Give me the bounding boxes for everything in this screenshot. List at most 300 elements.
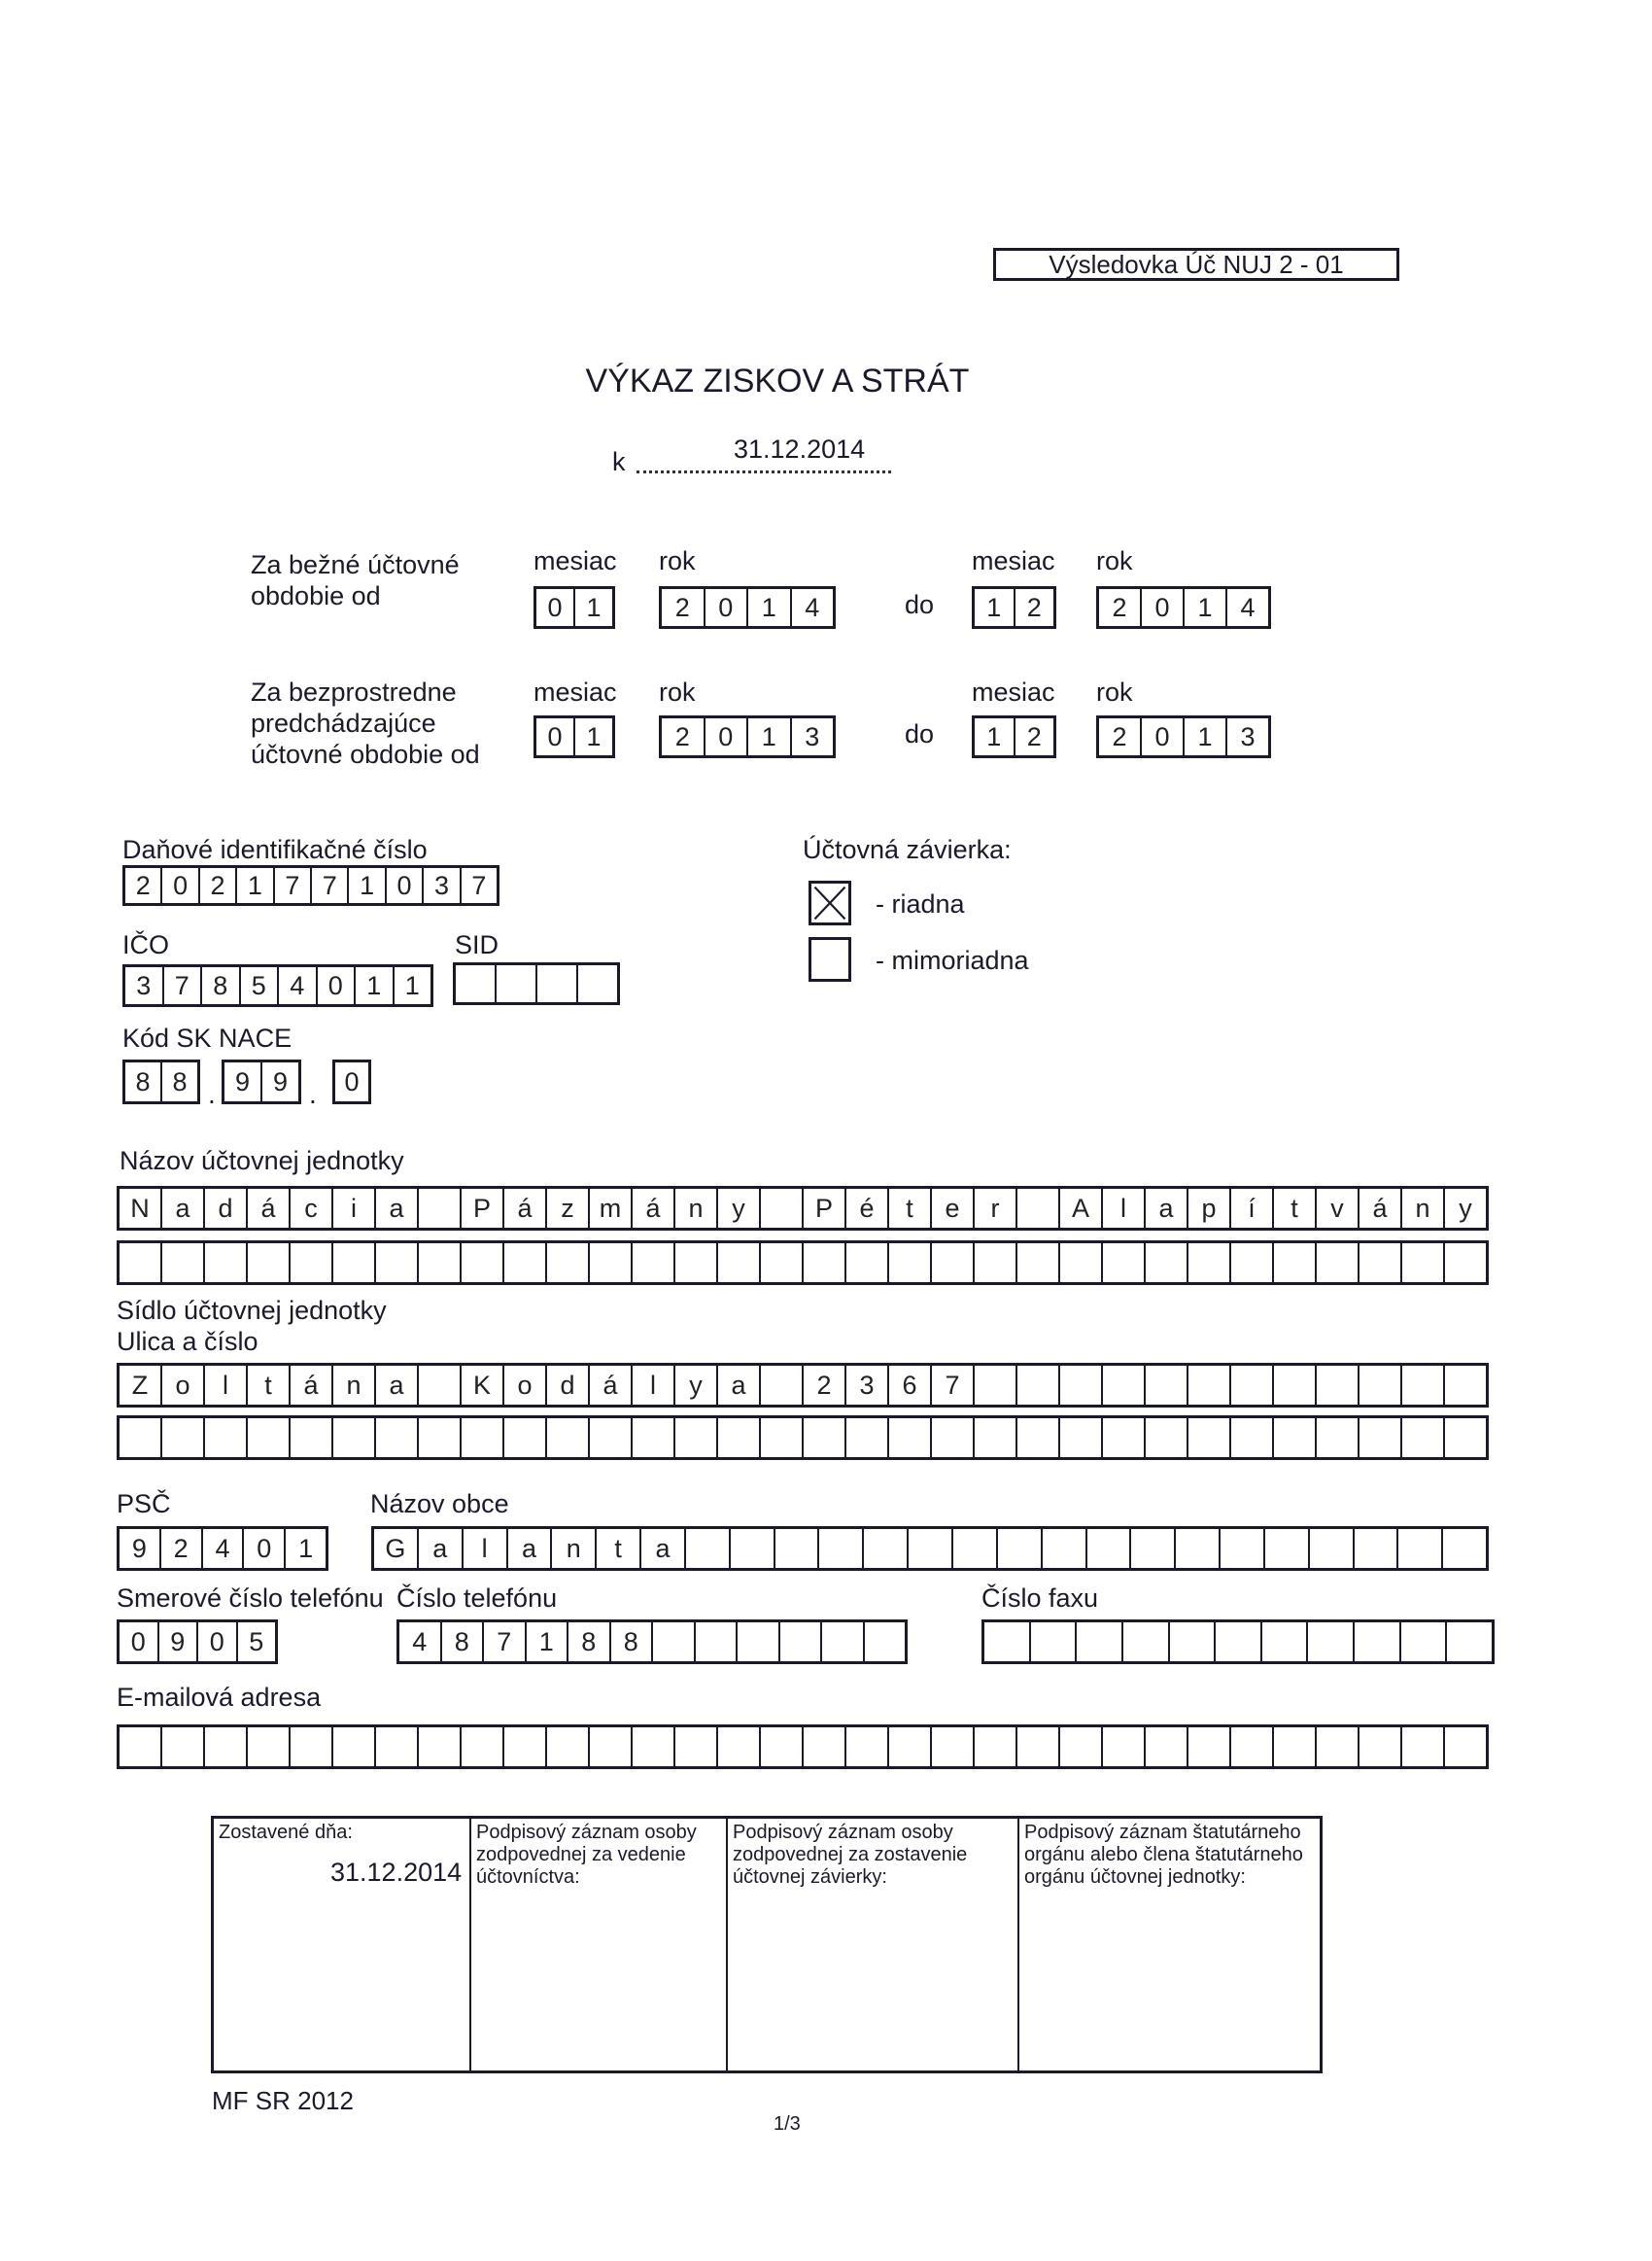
char-cell (331, 1243, 374, 1282)
char-cell (1229, 1418, 1272, 1457)
char-cell: N (130, 1193, 150, 1223)
char-cell (1015, 1243, 1058, 1282)
sid-label: SID (455, 930, 499, 959)
char-cell: 0 (130, 1626, 146, 1656)
char-cell: 9 (234, 1066, 251, 1096)
char-cell: 1 (235, 868, 272, 903)
char-cell: n (673, 1189, 716, 1228)
char-cell (1101, 1418, 1144, 1457)
char-cell: t (1272, 1189, 1315, 1228)
extraordinary-label: - mimoriadna (876, 946, 1029, 975)
current-from-month-label: mesiac (533, 546, 617, 575)
char-cell (844, 1243, 887, 1282)
char-cell: 8 (160, 1062, 197, 1101)
char-cell (1015, 1418, 1058, 1457)
checked-cross-icon (811, 884, 848, 922)
char-cell: y (1443, 1189, 1486, 1228)
char-cell (1272, 1366, 1315, 1405)
char-cell: 3 (1225, 718, 1268, 755)
char-cell (576, 965, 617, 1002)
char-cell (1445, 1622, 1492, 1661)
accounting-signature-label: Podpisový záznam osoby zodpovednej za vedenie účtovníctva: (476, 1822, 697, 1888)
char-cell: á (289, 1366, 331, 1405)
char-cell: y (716, 1189, 759, 1228)
char-cell (1015, 1189, 1058, 1228)
entity-name-label: Názov účtovnej jednotky (120, 1146, 404, 1175)
char-cell (545, 1243, 588, 1282)
char-cell (1396, 1529, 1441, 1568)
char-cell (973, 1727, 1015, 1766)
page-number: 1/3 (774, 2113, 801, 2135)
char-cell (417, 1727, 460, 1766)
char-cell (1029, 1622, 1076, 1661)
regular-label: - riadna (876, 889, 965, 919)
char-cell: 2 (802, 1366, 844, 1405)
char-cell (160, 1243, 203, 1282)
entity-name-row1[interactable] (117, 1186, 1489, 1231)
char-cell (203, 1727, 246, 1766)
char-cell (588, 1727, 631, 1766)
char-cell (1058, 1418, 1101, 1457)
char-cell (1121, 1622, 1168, 1661)
char-cell: 4 (790, 589, 834, 626)
char-cell: 7 (162, 967, 201, 1004)
char-cell: P (802, 1189, 844, 1228)
char-cell (1015, 1727, 1058, 1766)
char-cell (759, 1189, 802, 1228)
char-cell: d (203, 1189, 246, 1228)
char-cell (502, 1243, 545, 1282)
preparer-signature-cell[interactable] (726, 1819, 1017, 2070)
char-cell (1187, 1727, 1229, 1766)
as-of-label: k (612, 447, 626, 476)
char-cell: G (385, 1533, 406, 1563)
char-cell (631, 1418, 673, 1457)
previous-to-month-label: mesiac (972, 678, 1055, 707)
char-cell: P (460, 1189, 502, 1228)
char-cell: 1 (525, 1622, 568, 1661)
nace-part1-field[interactable] (122, 1060, 200, 1104)
char-cell (820, 1622, 863, 1661)
char-cell (907, 1529, 951, 1568)
current-to-label: do (905, 590, 935, 619)
char-cell: K (460, 1366, 502, 1405)
sid-field[interactable] (453, 962, 620, 1005)
char-cell: 1 (573, 589, 612, 626)
char-cell: c (289, 1189, 331, 1228)
char-cell: 2 (198, 868, 235, 903)
dic-label: Daňové identifikačné číslo (122, 835, 428, 864)
as-of-date: 31.12.2014 (734, 435, 866, 464)
char-cell: 2 (1014, 718, 1054, 755)
psc-field[interactable] (117, 1526, 328, 1571)
char-cell (1219, 1529, 1263, 1568)
previous-to-label: do (905, 719, 935, 748)
previous-from-month-label: mesiac (533, 678, 617, 707)
char-cell: l (462, 1529, 506, 1568)
email-field[interactable] (117, 1724, 1489, 1769)
nace-part3-field[interactable] (332, 1060, 371, 1104)
char-cell (417, 1366, 460, 1405)
char-cell: e (930, 1189, 973, 1228)
char-cell (1058, 1366, 1101, 1405)
char-cell (1129, 1529, 1174, 1568)
char-cell: v (1315, 1189, 1358, 1228)
char-cell (844, 1418, 887, 1457)
email-label: E-mailová adresa (117, 1683, 322, 1712)
char-cell: p (1187, 1189, 1229, 1228)
char-cell: 0 (344, 1066, 360, 1096)
char-cell: 1 (347, 868, 384, 903)
form-version: MF SR 2012 (212, 2086, 354, 2115)
char-cell (1315, 1243, 1358, 1282)
char-cell (759, 1243, 802, 1282)
char-cell (1015, 1366, 1058, 1405)
street-row2[interactable] (117, 1415, 1489, 1460)
char-cell (1358, 1366, 1400, 1405)
char-cell (802, 1243, 844, 1282)
char-cell (460, 1727, 502, 1766)
char-cell: 7 (460, 868, 497, 903)
char-cell (1358, 1418, 1400, 1457)
compiled-cell[interactable] (214, 1819, 469, 2070)
char-cell: 7 (310, 868, 347, 903)
char-cell (1358, 1243, 1400, 1282)
char-cell (374, 1727, 417, 1766)
current-from-month-field[interactable] (533, 586, 615, 629)
char-cell (374, 1418, 417, 1457)
char-cell: 0 (160, 868, 197, 903)
char-cell (460, 1243, 502, 1282)
char-cell (588, 1243, 631, 1282)
char-cell (778, 1622, 821, 1661)
char-cell (844, 1727, 887, 1766)
statutory-signature-label: Podpisový záznam štatutárneho orgánu alebo člena štatutárneho orgánu účtovnej jednotky: (1024, 1822, 1303, 1888)
psc-label: PSČ (117, 1489, 171, 1518)
char-cell: 2 (1112, 592, 1127, 622)
char-cell (289, 1727, 331, 1766)
char-cell: a (160, 1189, 203, 1228)
char-cell (1315, 1418, 1358, 1457)
char-cell (930, 1418, 973, 1457)
char-cell: 9 (131, 1533, 147, 1563)
char-cell: 2 (159, 1529, 201, 1568)
char-cell (1075, 1622, 1121, 1661)
char-cell: z (545, 1189, 588, 1228)
char-cell (1085, 1529, 1130, 1568)
char-cell: a (506, 1529, 551, 1568)
char-cell (887, 1727, 930, 1766)
dic-field[interactable] (122, 865, 499, 906)
char-cell: a (716, 1366, 759, 1405)
char-cell: 1 (1183, 718, 1225, 755)
char-cell: r (973, 1189, 1015, 1228)
char-cell (1229, 1366, 1272, 1405)
char-cell: 3 (790, 718, 834, 755)
char-cell: 1 (1183, 589, 1225, 626)
city-field[interactable] (371, 1526, 1489, 1571)
char-cell (460, 1418, 502, 1457)
char-cell (651, 1622, 694, 1661)
char-cell (1187, 1418, 1229, 1457)
char-cell (502, 1418, 545, 1457)
entity-name-row2[interactable] (117, 1240, 1489, 1285)
char-cell (1174, 1529, 1219, 1568)
char-cell: 0 (704, 589, 747, 626)
char-cell (1306, 1622, 1353, 1661)
compiled-date: 31.12.2014 (330, 1858, 463, 1887)
char-cell (673, 1418, 716, 1457)
char-cell: 2 (674, 592, 690, 622)
char-cell: 4 (412, 1626, 428, 1656)
current-from-year-label: rok (659, 546, 696, 575)
char-cell (862, 1529, 907, 1568)
char-cell (502, 1727, 545, 1766)
char-cell: 8 (135, 1066, 151, 1096)
current-from-year-field[interactable] (659, 586, 836, 629)
char-cell: 0 (547, 721, 563, 751)
char-cell (1260, 1622, 1307, 1661)
char-cell (1443, 1418, 1486, 1457)
char-cell (1308, 1529, 1353, 1568)
char-cell (1353, 1529, 1397, 1568)
char-cell: 0 (242, 1529, 284, 1568)
char-cell: n (550, 1529, 595, 1568)
char-cell (802, 1727, 844, 1766)
char-cell: 8 (200, 967, 239, 1004)
char-cell (1229, 1243, 1272, 1282)
char-cell: 1 (573, 718, 612, 755)
previous-period-label: Za bezprostredne predchádzajúce účtovné obdobie od (251, 678, 480, 769)
previous-to-year-field[interactable] (1096, 715, 1271, 758)
char-cell (1144, 1366, 1187, 1405)
area-code-field[interactable] (117, 1619, 278, 1664)
char-cell (203, 1418, 246, 1457)
char-cell (331, 1418, 374, 1457)
char-cell: d (545, 1366, 588, 1405)
city-label: Názov obce (370, 1489, 509, 1518)
char-cell (1144, 1727, 1187, 1766)
char-cell: o (160, 1366, 203, 1405)
char-cell (374, 1243, 417, 1282)
char-cell (716, 1243, 759, 1282)
ico-field[interactable] (122, 964, 433, 1007)
char-cell (1353, 1622, 1399, 1661)
char-cell (289, 1418, 331, 1457)
char-cell (631, 1727, 673, 1766)
current-to-year-field[interactable] (1096, 586, 1271, 629)
char-cell: 4 (1225, 589, 1268, 626)
char-cell (673, 1727, 716, 1766)
ico-label: IČO (122, 930, 170, 959)
char-cell (729, 1529, 774, 1568)
char-cell (1214, 1622, 1260, 1661)
compiled-label: Zostavené dňa: (219, 1822, 353, 1843)
char-cell (1101, 1366, 1144, 1405)
char-cell: 3 (844, 1366, 887, 1405)
char-cell: i (331, 1189, 374, 1228)
fax-label: Číslo faxu (981, 1583, 1099, 1613)
street-row1[interactable] (117, 1363, 1489, 1408)
char-cell (817, 1529, 862, 1568)
char-cell: é (844, 1189, 887, 1228)
char-cell: á (588, 1366, 631, 1405)
char-cell (417, 1243, 460, 1282)
char-cell (203, 1243, 246, 1282)
char-cell: 2 (1014, 589, 1054, 626)
current-to-year-label: rok (1096, 546, 1133, 575)
char-cell (1263, 1529, 1308, 1568)
char-cell (736, 1622, 778, 1661)
phone-field[interactable] (396, 1619, 908, 1664)
current-period-label: Za bežné účtovné obdobie od (251, 550, 460, 610)
closing-label: Účtovná závierka: (803, 835, 1012, 864)
char-cell: 6 (887, 1366, 930, 1405)
char-cell (1358, 1727, 1400, 1766)
char-cell: 0 (1140, 718, 1183, 755)
char-cell (1101, 1243, 1144, 1282)
char-cell (120, 1727, 160, 1766)
char-cell (716, 1727, 759, 1766)
char-cell: 0 (704, 718, 747, 755)
char-cell: 0 (547, 592, 563, 622)
char-cell: 3 (422, 868, 459, 903)
char-cell (1400, 1727, 1443, 1766)
char-cell (930, 1243, 973, 1282)
char-cell (973, 1243, 1015, 1282)
char-cell (759, 1727, 802, 1766)
previous-from-year-label: rok (659, 678, 696, 707)
char-cell: 8 (609, 1622, 652, 1661)
char-cell (456, 965, 495, 1002)
char-cell (588, 1418, 631, 1457)
char-cell (684, 1529, 729, 1568)
char-cell (996, 1529, 1041, 1568)
char-cell: l (1101, 1189, 1144, 1228)
char-cell (1187, 1243, 1229, 1282)
char-cell (1399, 1622, 1446, 1661)
char-cell: á (1358, 1189, 1400, 1228)
char-cell (759, 1418, 802, 1457)
char-cell: 0 (316, 967, 355, 1004)
char-cell (1441, 1529, 1486, 1568)
char-cell: 2 (135, 870, 151, 900)
char-cell (973, 1366, 1015, 1405)
seat-label: Sídlo účtovnej jednotky Ulica a číslo (117, 1296, 387, 1356)
char-cell (120, 1243, 160, 1282)
char-cell (545, 1727, 588, 1766)
previous-from-month-field[interactable] (533, 715, 615, 758)
char-cell: a (374, 1366, 417, 1405)
char-cell: m (588, 1189, 631, 1228)
char-cell (1041, 1529, 1085, 1568)
char-cell (331, 1727, 374, 1766)
char-cell (495, 965, 535, 1002)
char-cell: 1 (986, 592, 1002, 622)
char-cell (1400, 1243, 1443, 1282)
char-cell: á (502, 1189, 545, 1228)
char-cell: l (203, 1366, 246, 1405)
char-cell: t (887, 1189, 930, 1228)
char-cell (1168, 1622, 1215, 1661)
char-cell: n (331, 1366, 374, 1405)
char-cell: 7 (273, 868, 310, 903)
extraordinary-checkbox[interactable] (809, 937, 851, 982)
area-code-label: Smerové číslo telefónu (117, 1583, 384, 1613)
char-cell (951, 1529, 996, 1568)
char-cell (673, 1243, 716, 1282)
char-cell: 9 (157, 1622, 197, 1661)
char-cell (1101, 1727, 1144, 1766)
char-cell (1400, 1366, 1443, 1405)
char-cell (1058, 1727, 1101, 1766)
char-cell: 3 (136, 970, 152, 1000)
char-cell (545, 1418, 588, 1457)
char-cell: 4 (201, 1529, 243, 1568)
char-cell (1315, 1366, 1358, 1405)
char-cell (887, 1418, 930, 1457)
char-cell: 5 (236, 1622, 276, 1661)
char-cell: 1 (746, 589, 790, 626)
char-cell (246, 1418, 289, 1457)
char-cell (774, 1529, 818, 1568)
char-cell (289, 1243, 331, 1282)
current-to-month-label: mesiac (972, 546, 1055, 575)
char-cell: á (631, 1189, 673, 1228)
char-cell: 5 (239, 967, 278, 1004)
char-cell (1400, 1418, 1443, 1457)
char-cell: 8 (567, 1622, 609, 1661)
char-cell (246, 1727, 289, 1766)
previous-from-year-field[interactable] (659, 715, 836, 758)
char-cell: Z (131, 1370, 149, 1400)
char-cell: 4 (277, 967, 316, 1004)
statutory-signature-cell[interactable] (1017, 1819, 1320, 2070)
previous-to-month-field[interactable] (972, 715, 1056, 758)
current-to-month-field[interactable] (972, 586, 1056, 629)
char-cell: í (1229, 1189, 1272, 1228)
regular-checkbox[interactable] (809, 881, 851, 925)
char-cell: t (595, 1529, 639, 1568)
char-cell (863, 1622, 906, 1661)
nace-label: Kód SK NACE (122, 1024, 293, 1053)
char-cell: A (1058, 1189, 1101, 1228)
nace-part2-field[interactable] (222, 1060, 301, 1104)
char-cell (716, 1418, 759, 1457)
char-cell (973, 1418, 1015, 1457)
char-cell: 0 (1140, 589, 1183, 626)
char-cell (802, 1418, 844, 1457)
char-cell: 2 (674, 721, 690, 751)
char-cell (417, 1418, 460, 1457)
accounting-signature-cell[interactable] (469, 1819, 726, 2070)
char-cell: 0 (196, 1622, 236, 1661)
char-cell: 1 (746, 718, 790, 755)
char-cell (1272, 1727, 1315, 1766)
char-cell (1144, 1418, 1187, 1457)
char-cell (1315, 1727, 1358, 1766)
nace-separator-1: . (208, 1079, 216, 1109)
char-cell (984, 1622, 1029, 1661)
page-title: VÝKAZ ZISKOV A STRÁT (585, 363, 970, 400)
char-cell: a (639, 1529, 684, 1568)
char-cell: n (1400, 1189, 1443, 1228)
fax-field[interactable] (981, 1619, 1495, 1664)
char-cell (1443, 1366, 1486, 1405)
form-code: Výsledovka Úč NUJ 2 - 01 (993, 248, 1399, 281)
char-cell: t (246, 1366, 289, 1405)
char-cell: 7 (930, 1366, 973, 1405)
